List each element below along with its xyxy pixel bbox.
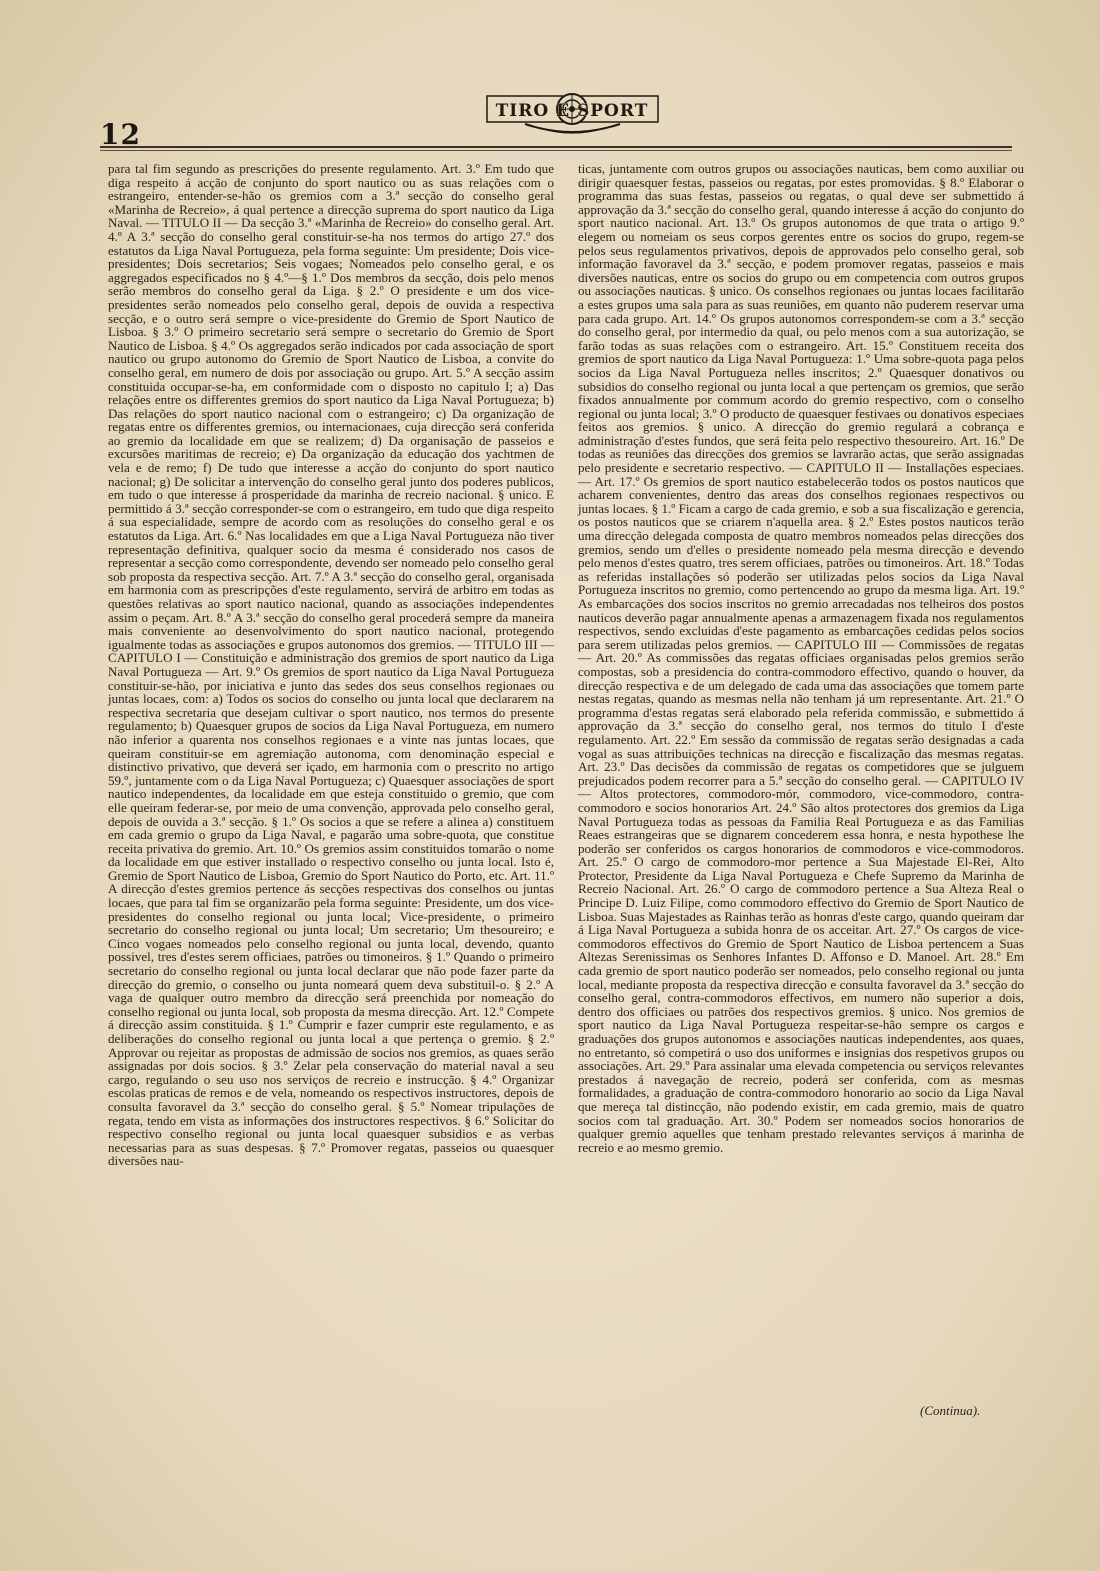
masthead-logo — [485, 88, 660, 138]
right-column — [578, 162, 1024, 1154]
masthead-title: TIRO E SPORT — [495, 101, 649, 121]
continued-note: (Continua). — [920, 1403, 981, 1418]
left-column — [108, 162, 554, 1168]
header-rule — [100, 146, 1012, 148]
header-rule-thin — [100, 150, 1012, 151]
right-column-text: ticas, juntamente com outros grupos ou associações nauticas, bem como auxiliar ou dirigir quaesquer festas, passeios ou regatas, por estes promovidas. § 8.º Elaborar o programma das suas festas, passeios ou regatas, o qual deve ser submettido á approvação da 3.ª secção do conselho geral, quando interesse á acção do conjunto do sport nautico nacional. Art. 13.º Os grupos autonomos de que trata o artigo 9.º elegem ou nomeiam os seus corpos gerentes entre os socios do grupo, regem-se pelos seus regulamentos privativos, depois de approvados pelo conselho geral, sob informação favoravel da 3.ª secção, e podem promover regatas, passeios e mais diversões nauticas, entre os socios do grupo ou em competencia com outros grupos ou associações nauticas. § unico. Os conselhos regionaes ou juntas locaes facilitarão a estes grupos uma sala para as suas reuniões, em quanto não puderem reservar uma para cada grupo. Art. 14.º Os grupos autonomos correspondem-se com a 3.ª secção do conselho geral, por intermedio da qual, ou pelo menos com a sua autorização, se farão todas as suas relações com o estrangeiro. Art. 15.º Constituem receita dos gremios de sport nautico da Liga Naval Portugueza: 1.º Uma sobre-quota paga pelos socios da Liga Naval Portugueza nelles inscritos; 2.º Quaesquer donativos ou subsidios do conselho regional ou junta local a que pertençam os gremios, que serão fixados annualmente por commum acordo do gremio respectivo, com o conselho regional ou junta local; 3.º O producto de quaesquer festivaes ou donativos especiaes feitos aos gremios. § unico. A direcção do gremio regulará a cobrança e administração d'estes fundos, que será feita pelo respectivo thesoureiro. Art. 16.º De todas as reuniões das direcções dos gremios se lavrarão actas, que serão assignadas pelo presidente e secretario respectivo. — CAPITULO II — Installações especiaes. — Art. 17.º Os gremios de sport nautico estabelecerão todos os postos nauticos que acharem convenientes, dentro das areas dos conselhos regionaes respectivos ou juntas locaes. § 1.º Ficam a cargo de cada gremio, e sob a sua fiscalização e gerencia, os postos nauticos que se criarem n'aquella area. § 2.º Estes postos nauticos terão uma direcção delegada composta de quatro membros nomeados pelas direcções dos gremios, sendo um d'elles o presidente nomeado pela mesma direcção e devendo pelo menos d'estes quatro, tres serem officiaes, patrões ou timoneiros. Art. 18.º Todas as referidas installações só poderão ser utilizadas pelos socios da Liga Naval Portugueza inscritos no gremio, como pertencendo ao grupo da mesma liga. Art. 19.º As embarcações dos socios inscritos no gremio arrecadadas nos telheiros dos postos nauticos deverão pagar annualmente apenas a armazenagem fixada nos regulamentos respectivos, sendo excluidas d'este pagamento as embarcações cedidas pelos socios para serem utilizadas pelos gremios. — CAPITULO III — Commissões de regatas — Art. 20.º As commissões das regatas officiaes organisadas pelos gremios serão compostas, sob a presidencia do contra-commodoro effectivo, quando o houver, da direcção respectiva e de um delegado de cada uma das associações que tomem parte nestas regatas, quando as mesmas nella não tenham já um representante. Art. 21.º O programma d'estas regatas será elaborado pela referida commissão, e submettido á approvação da 3.ª secção do conselho geral, nos termos do titulo I d'este regulamento. Art. 22.º Em sessão da commissão de regatas serão designadas a cada vogal as suas attribuições technicas na direcção e fiscalização das mesmas regatas. Art. 23.º Das decisões da commissão de regatas os competidores que se julguem prejudicados podem recorrer para a 5.ª secção do conselho geral. — CAPITULO IV — Altos protectores, commodoro-mór, commodoro, vice-commodoro, contra-commodoro e socios honorarios Art. 24.º São altos protectores dos gremios da Liga Naval Portugueza todas as pessoas da Familia Real Portugueza e as das Familias Reaes estrangeiras que se dignarem concederem essa honra, e nesta hypothese lhe poderão ser conferidos os cargos honorarios de commodoros e vice-commodoros. Art. 25.º O cargo de commodoro-mor pertence a Sua Majestade El-Rei, Alto Protector, Presidente da Liga Naval Portugueza e Chefe Supremo da Marinha de Recreio Nacional. Art. 26.º O cargo de commodoro pertence a Sua Alteza Real o Principe D. Luiz Filipe, como commodoro effectivo do Gremio de Sport Nautico de Lisboa. Suas Majestades as Rainhas terão as honras d'este cargo, quando queiram dar á Liga Naval Portugueza a subida honra de os acceitar. Art. 27.º Os cargos de vice-commodoros effectivos do Gremio de Sport Nautico de Lisboa pertencem a Suas Altezas Serenissimas os Senhores Infantes D. Affonso e D. Manoel. Art. 28.º Em cada gremio de sport nautico poderão ser nomeados, pelo conselho regional ou junta local, mediante proposta da respectiva direcção e consulta favoravel da 3.ª secção do conselho geral, contra-commodoros effectivos, em numero não superior a dois, dentro dos officiaes ou patrões dos respectivos gremios. § unico. Nos gremios de sport nautico da Liga Naval Portugueza respeitar-se-hão sempre os cargos e graduações dos grupos autonomos e associações nauticas independentes, aos quaes, no entretanto, só competirá o uso dos uniformes e insignias dos respetivos grupos ou associações. Art. 29.º Para assinalar uma elevada competencia ou serviços relevantes prestados á navegação de recreio, poderá ser conferida, com as mesmas formalidades, a graduação de contra-commodoro honorario ao socio da Liga Naval que mereça tal distincção, não podendo existir, em cada gremio, mais de quatro socios com tal graduação. Art. 30.º Podem ser nomeados socios honorarios de qualquer gremio aquelles que tenham prestado relevantes serviços á marinha de recreio e ao mesmo gremio. — [578, 161, 1024, 1155]
page-number: 12 — [100, 118, 141, 151]
left-column-text: para tal fim segundo as prescrições do presente regulamento. Art. 3.º Em tudo que diga respeito á acção de conjunto do sport nautico ou as suas relações com o estrangeiro, entender-se-hão os gremios com a 3.ª secção do conselho geral «Marinha de Recreio», á qual pertence a direcção suprema do sport nautico da Liga Naval. — TITULO II — Da secção 3.ª «Marinha de Recreio» do conselho geral. Art. 4.º A 3.ª secção do conselho geral constituir-se-ha nos termos do artigo 27.º dos estatutos da Liga Naval Portugueza, pela forma seguinte: Um presidente; Dois vice-presidentes; Dois secretarios; Seis vogaes; Nomeados pelo conselho geral, e os aggregados especificados no § 4.º—§ 1.º Dos membros da secção, dois pelo menos serão membros do conselho geral da Liga. § 2.º O presidente e um dos vice-presidentes serão nomeados pelo conselho geral, depois de ouvida a respectiva secção, e o outro será sempre o vice-presidente do Gremio de Sport Nautico de Lisboa. § 3.º O primeiro secretario será sempre o secretario do Gremio de Sport Nautico de Lisboa. § 4.º Os aggregados serão indicados por cada associação de sport nautico ou grupo autonomo do Gremio de Sport Nautico de Lisboa, a convite do conselho geral, em numero de dois por associação ou grupo. Art. 5.º A secção assim constituida occupar-se-ha, em conformidade com o disposto no capitulo I; a) Das relações entre os differentes gremios do sport nautico da Liga Naval Portugueza; b) Das relações do sport nautico nacional com o estrangeiro; c) Da organização de regatas entre os differentes gremios, ou internacionaes, cuja direcção será conferida ao gremio da localidade em que se realizem; d) Da organisação de passeios e excursões maritimas de recreio; e) Da organização da educação dos yachtmen de vela e de remo; f) De tudo que interesse a acção do conjunto do sport nautico nacional; g) De solicitar a intervenção do conselho geral junto dos poderes publicos, em tudo o que interesse á prosperidade da marinha de recreio nacional. § unico. E permittido á 3.ª secção corresponder-se com o estrangeiro, em tudo que diga respeito á sua especialidade, sempre de acordo com as resoluções do conselho geral e os estatutos da Liga. Art. 6.º Nas localidades em que a Liga Naval Portugueza não tiver representação definitiva, qualquer socio da mesma é considerado nos casos de representar a secção como correspondente, devendo ser nomeado pelo conselho geral sob proposta da respectiva secção. Art. 7.º A 3.ª secção do conselho geral, organisada em harmonia com as prescripções d'este regulamento, servirá de arbitro em todas as questões relativas ao sport nautico nacional, quando as associações independentes assim o peçam. Art. 8.º A 3.ª secção do conselho geral procederá sempre da maneira mais conveniente ao desenvolvimento do sport nautico nacional, protegendo igualmente todas as associações e grupos autonomos dos gremios. — TITULO III — CAPITULO I — Constituição e administração dos gremios de sport nautico da Liga Naval Portugueza — Art. 9.º Os gremios de sport nautico da Liga Naval Portugueza constituir-se-hão, por iniciativa e junto das sedes dos seus conselhos regionaes ou juntas locaes, com: a) Todos os socios do conselho ou junta local que declararem na respectiva secretaria que desejam cultivar o sport nautico, nos termos do presente regulamento; b) Quaesquer grupos de socios da Liga Naval Portugueza, em numero não inferior a quarenta nos conselhos regionaes e a vinte nas juntas locaes, que queiram constituir-se em agremiação autonoma, com denominação especial e distinctivo privativo, que deverá ser içado, em harmonia com o prescrito no artigo 59.º, juntamente com o da Liga Naval Portugueza; c) Quaesquer associações de sport nautico independentes, da localidade em que esteja constituido o gremio, que com elle queiram federar-se, por meio de uma convenção, approvada pelo conselho geral, depois de ouvida a 3.ª secção. § 1.º Os socios a que se refere a alinea a) constituem em cada gremio o grupo da Liga Naval, e pagarão uma sobre-quota, que constitue receita privativa do gremio. Art. 10.º Os gremios assim constituidos tomarão o nome da localidade em que estiver installado o respectivo conselho ou junta local. Isto é, Gremio de Sport Nautico de Lisboa, Gremio do Sport Nautico do Porto, etc. Art. 11.º A direcção d'estes gremios pertence ás secções respectivas dos conselhos ou juntas locaes, que para tal fim se organizarão pela forma seguinte: Presidente, um dos vice-presidentes do conselho regional ou junta local; Vice-presidente, o primeiro secretario do conselho regional ou junta local; Um secretario; Um thesoureiro; e Cinco vogaes nomeados pelo conselho regional ou junta local, devendo, quanto possivel, tres d'estes serem officiaes, patrões ou timoneiros. § 1.º Quando o primeiro secretario do conselho regional ou junta local declarar que não pode fazer parte da direcção do gremio, o conselho ou junta nomeará quem deva substituil-o. § 2.º A vaga de qualquer outro membro da direcção será preenchida por nomeação do conselho regional ou junta local, sob proposta da mesma direcção. Art. 12.º Compete á direcção assim constituida. § 1.º Cumprir e fazer cumprir este regulamento, e as deliberações do conselho regional ou junta local a que pertença o gremio. § 2.º Approvar ou rejeitar as propostas de admissão de socios nos gremios, as quaes serão assignadas por dois socios. § 3.º Zelar pela conservação do material naval a seu cargo, regulando o seu uso nos serviços de recreio e instrucção. § 4.º Organizar escolas praticas de remos e de vela, nomeando os respectivos instructores, depois de consulta favoravel da 3.ª secção do conselho geral. § 5.º Nomear tripulações de regata, tendo em vista as informações dos instructores respectivos. § 6.º Solicitar do respectivo conselho regional ou junta local quaesquer subsidios e as verbas necessarias para as suas despesas. § 7.º Promover regatas, passeios ou quaesquer diversões nau- — [108, 161, 554, 1169]
